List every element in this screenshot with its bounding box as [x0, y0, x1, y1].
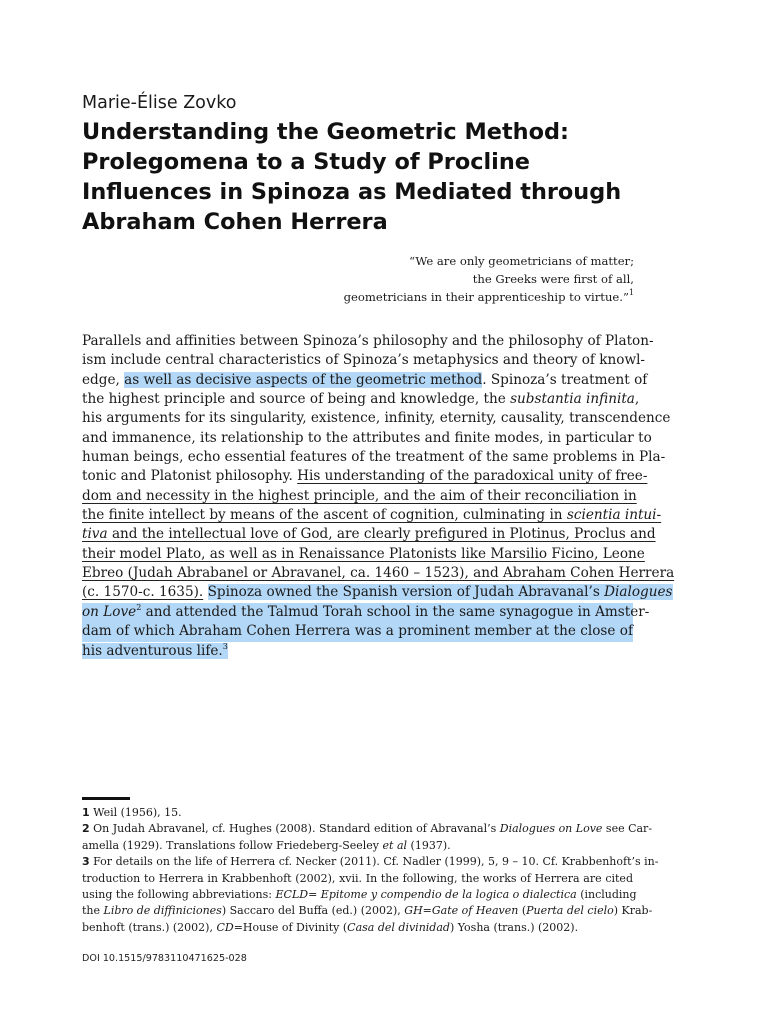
underlined-text[interactable]: (c. 1570-c. 1635).	[82, 584, 204, 601]
body-line: edge, as well as decisive aspects of the geometric method. Spinoza’s treatment of	[82, 371, 648, 388]
epigraph-line-3: geometricians in their apprenticeship to virtue.”$^1$	[343, 288, 634, 304]
body-line: Parallels and affinities between Spinoza’s philosophy and the philosophy of Platon-	[82, 333, 654, 349]
footnote-ref-3[interactable]: 3	[222, 641, 228, 651]
footnote-1: 1 Weil (1956), 15.	[82, 806, 182, 819]
body-line: his arguments for its singularity, existence, infinity, eternity, causality, transcendence	[82, 410, 671, 427]
footnote-3: 3 For details on the life of Herrera cf. Necker (2011). Cf. Nadler (1999), 5, 9 – 10. Cf. Krabbenhoft’s in- troduction to Herrera in Krabbenhoft (2002), xvii. In the following, the works of Herrera are cited using the following abbreviations: ECLD= Epitome y compendio de la logica o dialectica (including the Libro de diffiniciones) Saccaro del Buffa (ed.) (2002), GH=Gate of Heaven (Puerta del cielo) Krab- benhoft (trans.) (2002), CD=House of Divinity (Casa del divinidad) Yosha (trans.) (2002).	[82, 855, 659, 934]
footnote-number: 1	[82, 806, 90, 819]
footnote-number: 2	[82, 822, 90, 836]
footnote-rule	[82, 797, 130, 800]
body-line: and immanence, its relationship to the attributes and finite modes, in particular to	[82, 429, 652, 446]
body-line: the highest principle and source of being and knowledge, the substantia infinita,	[82, 391, 640, 408]
underlined-text[interactable]: dom and necessity in the highest principle, and the aim of their reconciliation in	[82, 487, 637, 504]
doi-line: DOI 10.1515/9783110471625-028	[82, 953, 247, 964]
underlined-text[interactable]: tiva and the intellectual love of God, are clearly prefigured in Plotinus, Proclus and	[82, 526, 656, 543]
author-name: Marie-Élise Zovko	[82, 93, 237, 113]
highlighted-text[interactable]: dam of which Abraham Cohen Herrera was a prominent member at the close of	[82, 622, 633, 641]
body-line: tonic and Platonist philosophy. His understanding of the paradoxical unity of free-	[82, 468, 648, 485]
footnotes	[82, 805, 659, 936]
highlighted-text[interactable]: on Love$^2$ and attended the Talmud Torah school in the same synagogue in Amster-	[82, 603, 633, 622]
epigraph-line-1: “We are only geometricians of matter;	[409, 254, 634, 268]
footnote-ref-2[interactable]: 2	[136, 602, 142, 612]
body-paragraph	[82, 332, 675, 661]
underlined-text[interactable]: the finite intellect by means of the ascent of cognition, culminating in scientia intui-	[82, 507, 662, 524]
underlined-text[interactable]: His understanding of the paradoxical unity of free-	[297, 468, 648, 485]
body-line: human beings, echo essential features of the treatment of the same problems in Pla-	[82, 449, 666, 466]
body-line	[82, 642, 633, 661]
highlighted-text[interactable]: Spinoza owned the Spanish version of Judah Abravanal’s Dialogues	[207, 584, 673, 601]
footnote-number: 3	[82, 855, 90, 869]
epigraph-line-2: the Greeks were first of all,	[472, 272, 634, 286]
epigraph	[344, 252, 634, 306]
underlined-text[interactable]: their model Plato, as well as in Renaissance Platonists like Marsilio Ficino, Leone	[82, 545, 645, 562]
body-line: ism include central characteristics of Spinoza’s metaphysics and theory of knowl-	[82, 352, 646, 369]
footnote-2: 2 On Judah Abravanel, cf. Hughes (2008). Standard edition of Abravanal’s Dialogues on Love see Car- amella (1929). Translations follow Friedeberg-Seeley et al (1937).	[82, 822, 653, 852]
highlighted-text[interactable]: his adventurous life.$^3$	[82, 641, 228, 659]
highlighted-text[interactable]: as well as decisive aspects of the geometric method	[124, 371, 483, 388]
footnote-ref-1[interactable]: 1	[628, 288, 634, 297]
underlined-text[interactable]: Ebreo (Judah Abrabanel or Abravanel, ca. 1460 – 1523), and Abraham Cohen Herrera	[82, 565, 675, 582]
body-line	[82, 583, 673, 602]
chapter-title: Understanding the Geometric Method: Prolegomena to a Study of Procline Influences in Spinoza as Mediated through Abraham Cohen Herrera	[82, 119, 622, 235]
